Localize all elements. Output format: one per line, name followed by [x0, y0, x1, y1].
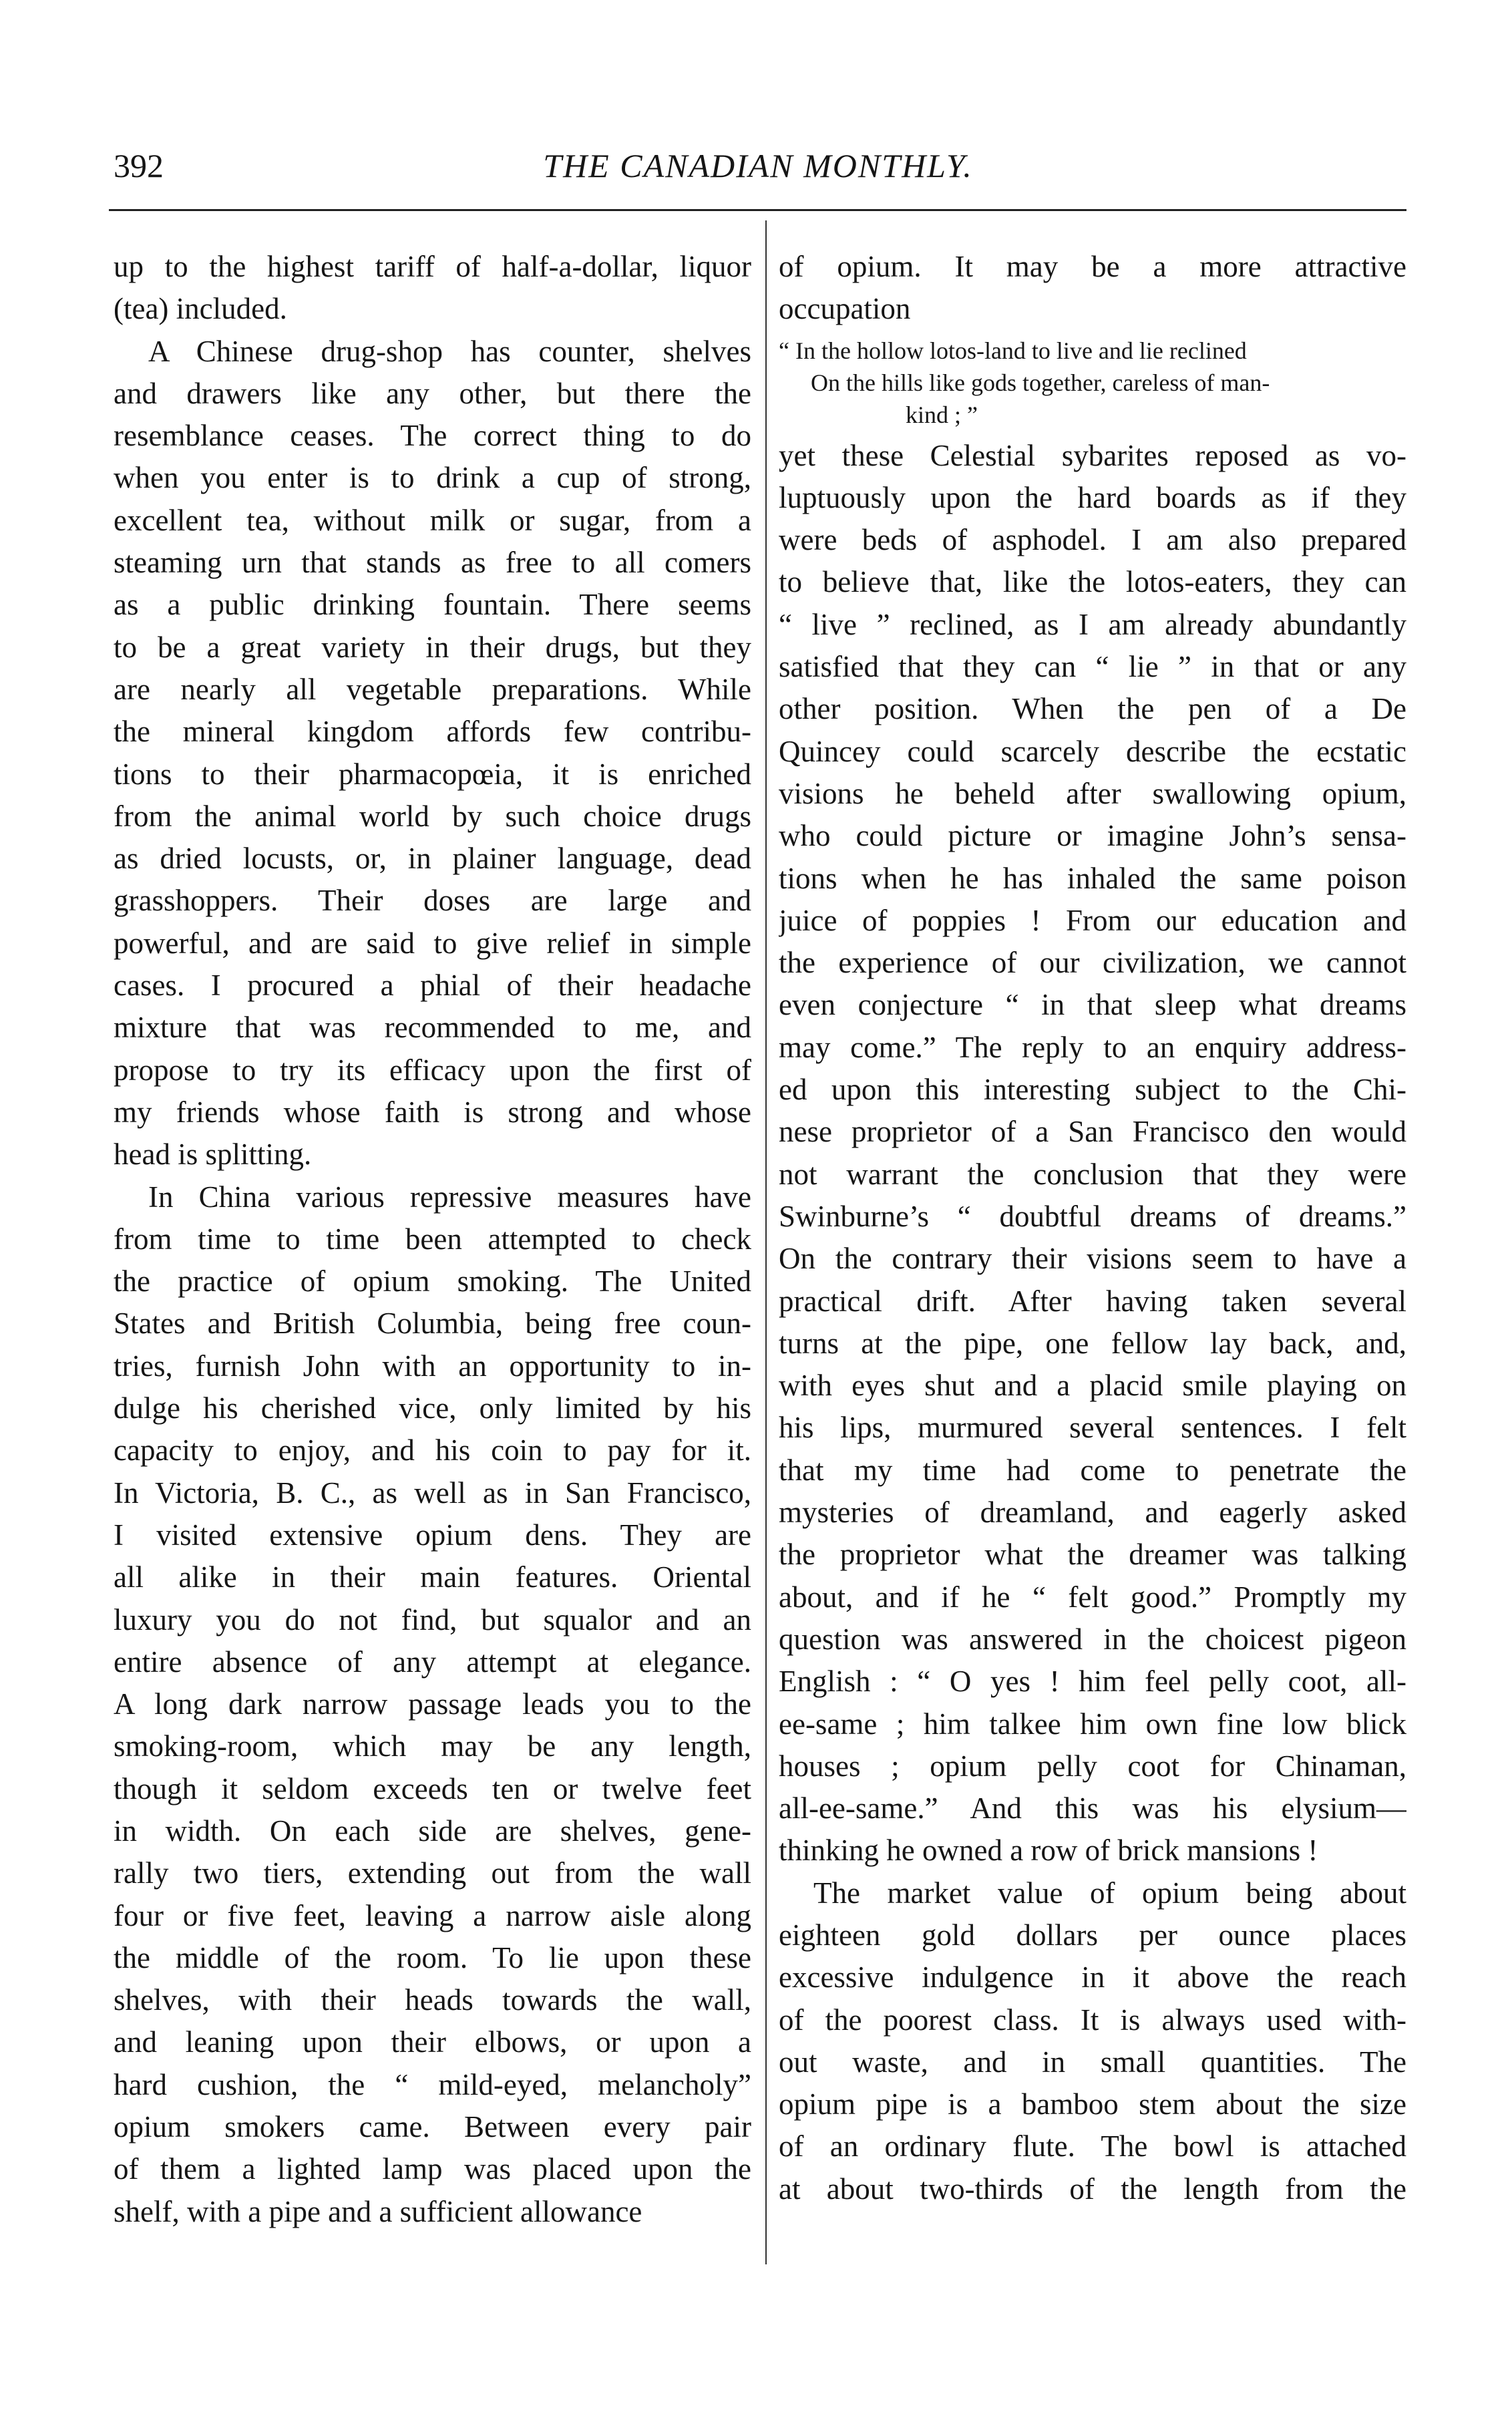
text-line: resemblance ceases. The correct thing to do — [114, 419, 751, 453]
text-line: houses ; opium pelly coot for Chinaman, — [779, 1749, 1406, 1783]
text-line: are nearly all vegetable preparations. While — [114, 672, 751, 706]
text-line: my friends whose faith is strong and whose — [114, 1095, 751, 1129]
text-line: I visited extensive opium dens. They are — [114, 1518, 751, 1552]
text-line: in width. On each side are shelves, gene- — [114, 1814, 751, 1848]
text-line: hard cushion, the “ mild-eyed, melancholy” — [114, 2067, 751, 2101]
text-line: In China various repressive measures have — [148, 1180, 751, 1214]
text-line: yet these Celestial sybarites reposed as vo- — [779, 438, 1406, 472]
text-line: not warrant the conclusion that they were — [779, 1157, 1406, 1191]
block-quote — [779, 335, 1406, 431]
text-line: as a public drinking fountain. There seems — [114, 588, 751, 622]
text-line: head is splitting. — [114, 1138, 312, 1172]
text-line: though it seldom exceeds ten or twelve feet — [114, 1771, 751, 1805]
text-line: the proprietor what the dreamer was talking — [779, 1538, 1406, 1572]
text-line: luptuously upon the hard boards as if they — [779, 480, 1406, 514]
text-line: ee-same ; him talkee him own fine low blick — [779, 1707, 1406, 1741]
column-divider — [765, 220, 767, 2264]
text-line: opium pipe is a bamboo stem about the size — [779, 2087, 1406, 2121]
text-line: to be a great variety in their drugs, but they — [114, 630, 751, 664]
page-header — [114, 146, 1402, 199]
right-column — [779, 246, 1406, 2210]
text-line: up to the highest tariff of half-a-dollar, liquor — [114, 250, 751, 283]
text-line: with eyes shut and a placid smile playing on — [779, 1369, 1406, 1403]
text-line: mysteries of dreamland, and eagerly asked — [779, 1496, 1406, 1530]
text-line: tions to their pharmacopœia, it is enriched — [114, 757, 751, 791]
text-line: A Chinese drug-shop has counter, shelves — [148, 334, 751, 368]
text-line: question was answered in the choicest pigeon — [779, 1622, 1406, 1656]
text-line: visions he beheld after swallowing opium, — [779, 776, 1406, 810]
text-line: The market value of opium being about — [813, 1876, 1406, 1910]
text-line: In Victoria, B. C., as well as in San Francisco, — [114, 1476, 751, 1510]
text-line: that my time had come to penetrate the — [779, 1453, 1406, 1487]
text-line: out waste, and in small quantities. The — [779, 2045, 1406, 2079]
left-column — [114, 246, 751, 2233]
text-line: of the poorest class. It is always used with- — [779, 2003, 1406, 2037]
text-line: Swinburne’s “ doubtful dreams of dreams.” — [779, 1199, 1406, 1233]
text-line: excellent tea, without milk or sugar, from a — [114, 503, 751, 537]
text-line: States and British Columbia, being free coun- — [114, 1307, 751, 1341]
text-line: and drawers like any other, but there the — [114, 376, 751, 410]
text-line: the experience of our civilization, we cannot — [779, 946, 1406, 980]
text-line: occupation — [779, 292, 911, 326]
text-line: as dried locusts, or, in plainer language, dead — [114, 842, 751, 876]
text-line: nese proprietor of a San Francisco den would — [779, 1115, 1406, 1149]
text-line: (tea) included. — [114, 292, 287, 326]
text-line: even conjecture “ in that sleep what dreams — [779, 988, 1406, 1022]
text-line: “ live ” reclined, as I am already abundantly — [779, 607, 1406, 641]
text-line: English : “ O yes ! him feel pelly coot, all- — [779, 1665, 1406, 1699]
text-line: juice of poppies ! From our education and — [779, 903, 1406, 937]
page-number: 392 — [114, 147, 164, 184]
text-line: smoking-room, which may be any length, — [114, 1729, 751, 1763]
text-line: all alike in their main features. Oriental — [114, 1560, 751, 1594]
text-line: luxury you do not find, but squalor and an — [114, 1602, 751, 1636]
text-line: thinking he owned a row of brick mansions ! — [779, 1834, 1318, 1868]
text-line: the middle of the room. To lie upon these — [114, 1940, 751, 1974]
text-line: steaming urn that stands as free to all comers — [114, 546, 751, 580]
text-line: his lips, murmured several sentences. I felt — [779, 1411, 1406, 1445]
text-line: of them a lighted lamp was placed upon the — [114, 2152, 751, 2186]
text-line: On the contrary their visions seem to have a — [779, 1242, 1406, 1276]
text-line: dulge his cherished vice, only limited by his — [114, 1391, 751, 1425]
quote-line: On the hills like gods together, careless of man- — [811, 369, 1270, 396]
text-line: opium smokers came. Between every pair — [114, 2110, 751, 2144]
text-line: four or five feet, leaving a narrow aisle along — [114, 1898, 751, 1932]
text-line: when you enter is to drink a cup of strong, — [114, 461, 751, 495]
running-title: THE CANADIAN MONTHLY. — [543, 147, 973, 184]
text-line: eighteen gold dollars per ounce places — [779, 1918, 1406, 1952]
text-line: all-ee-same.” And this was his elysium— — [779, 1791, 1406, 1826]
text-line: may come.” The reply to an enquiry address- — [779, 1030, 1406, 1064]
text-line: entire absence of any attempt at elegance. — [114, 1645, 751, 1679]
text-line: capacity to enjoy, and his coin to pay for it. — [114, 1433, 751, 1468]
text-line: to believe that, like the lotos-eaters, they can — [779, 565, 1406, 599]
text-line: from time to time been attempted to check — [114, 1222, 751, 1256]
text-line: from the animal world by such choice drugs — [114, 799, 751, 833]
text-line: propose to try its efficacy upon the first of — [114, 1053, 751, 1087]
quote-line: “ In the hollow lotos-land to live and lie reclined — [779, 337, 1247, 364]
text-line: and leaning upon their elbows, or upon a — [114, 2025, 751, 2059]
text-line: A long dark narrow passage leads you to the — [114, 1687, 751, 1721]
text-line: of an ordinary flute. The bowl is attached — [779, 2129, 1406, 2164]
text-line: ed upon this interesting subject to the Chi- — [779, 1073, 1406, 1107]
text-line: excessive indulgence in it above the reach — [779, 1960, 1406, 1995]
text-line: satisfied that they can “ lie ” in that or any — [779, 650, 1406, 684]
text-line: tries, furnish John with an opportunity to in- — [114, 1349, 751, 1383]
text-line: the practice of opium smoking. The United — [114, 1264, 751, 1299]
text-line: cases. I procured a phial of their headache — [114, 969, 751, 1003]
header-rule — [109, 209, 1406, 211]
text-line: practical drift. After having taken several — [779, 1284, 1406, 1318]
text-line: rally two tiers, extending out from the wall — [114, 1856, 751, 1890]
text-line: other position. When the pen of a De — [779, 692, 1406, 726]
text-line: were beds of asphodel. I am also prepared — [779, 523, 1406, 557]
text-line: shelves, with their heads towards the wall, — [114, 1983, 751, 2017]
text-line: Quincey could scarcely describe the ecstatic — [779, 734, 1406, 768]
text-line: shelf, with a pipe and a sufficient allowance — [114, 2194, 642, 2228]
text-line: powerful, and are said to give relief in simple — [114, 926, 751, 960]
quote-line: kind ; ” — [906, 401, 978, 428]
text-line: about, and if he “ felt good.” Promptly my — [779, 1580, 1406, 1614]
text-line: at about two-thirds of the length from the — [779, 2172, 1406, 2206]
text-line: the mineral kingdom affords few contribu- — [114, 715, 751, 749]
text-line: grasshoppers. Their doses are large and — [114, 884, 751, 918]
text-line: tions when he has inhaled the same poison — [779, 861, 1406, 895]
text-line: of opium. It may be a more attractive — [779, 250, 1406, 283]
text-line: who could picture or imagine John’s sensa- — [779, 819, 1406, 853]
text-line: mixture that was recommended to me, and — [114, 1011, 751, 1045]
text-line: turns at the pipe, one fellow lay back, and, — [779, 1326, 1406, 1360]
